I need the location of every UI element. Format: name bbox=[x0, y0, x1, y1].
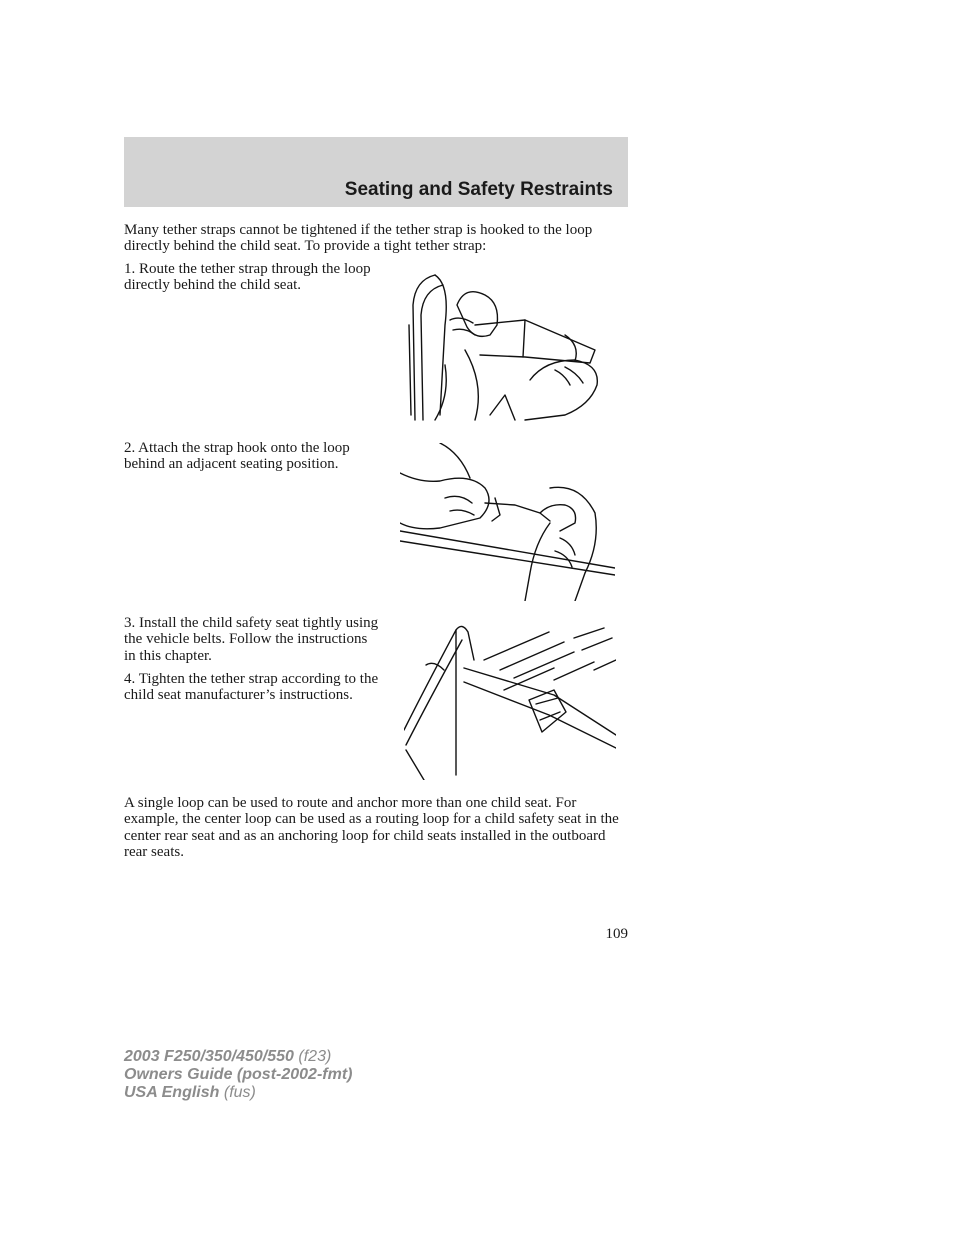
footer-language: USA English bbox=[124, 1084, 220, 1101]
footer-guide: Owners Guide (post-2002-fmt) bbox=[124, 1066, 353, 1083]
step-2-text: 2. Attach the strap hook onto the loop behind an adjacent seating position. bbox=[124, 440, 350, 473]
footer-model-code: (f23) bbox=[298, 1048, 332, 1065]
illustration-route-tether-strap bbox=[405, 265, 610, 425]
illustration-tighten-tether-strap bbox=[404, 620, 616, 780]
intro-paragraph: Many tether straps cannot be tightened if the tether strap is hooked to the loop directly behind the child seat. To provide a tight tether strap: bbox=[124, 222, 593, 255]
footer-line-language bbox=[124, 1084, 352, 1102]
footer-line-guide bbox=[124, 1066, 352, 1084]
document-footer bbox=[124, 1048, 352, 1102]
section-header-band bbox=[124, 137, 628, 207]
section-title: Seating and Safety Restraints bbox=[344, 179, 613, 200]
page-number: 109 bbox=[605, 926, 628, 942]
footer-model: 2003 F250/350/450/550 bbox=[124, 1048, 294, 1065]
step-4-text: 4. Tighten the tether strap according to the child seat manufacturer’s instructions. bbox=[124, 671, 379, 704]
footer-line-model bbox=[124, 1048, 352, 1066]
closing-paragraph: A single loop can be used to route and anchor more than one child seat. For example, the center loop can be used as a routing loop for a child safety seat in the center rear seat and as an anchoring loop for child seats installed in the outboard rear seats. bbox=[124, 795, 619, 861]
footer-language-code: (fus) bbox=[223, 1084, 256, 1101]
step-3-text: 3. Install the child safety seat tightly using the vehicle belts. Follow the instructions in this chapter. bbox=[124, 615, 379, 664]
step-1-text: 1. Route the tether strap through the loop directly behind the child seat. bbox=[124, 261, 371, 294]
illustration-attach-strap-hook bbox=[400, 443, 615, 601]
